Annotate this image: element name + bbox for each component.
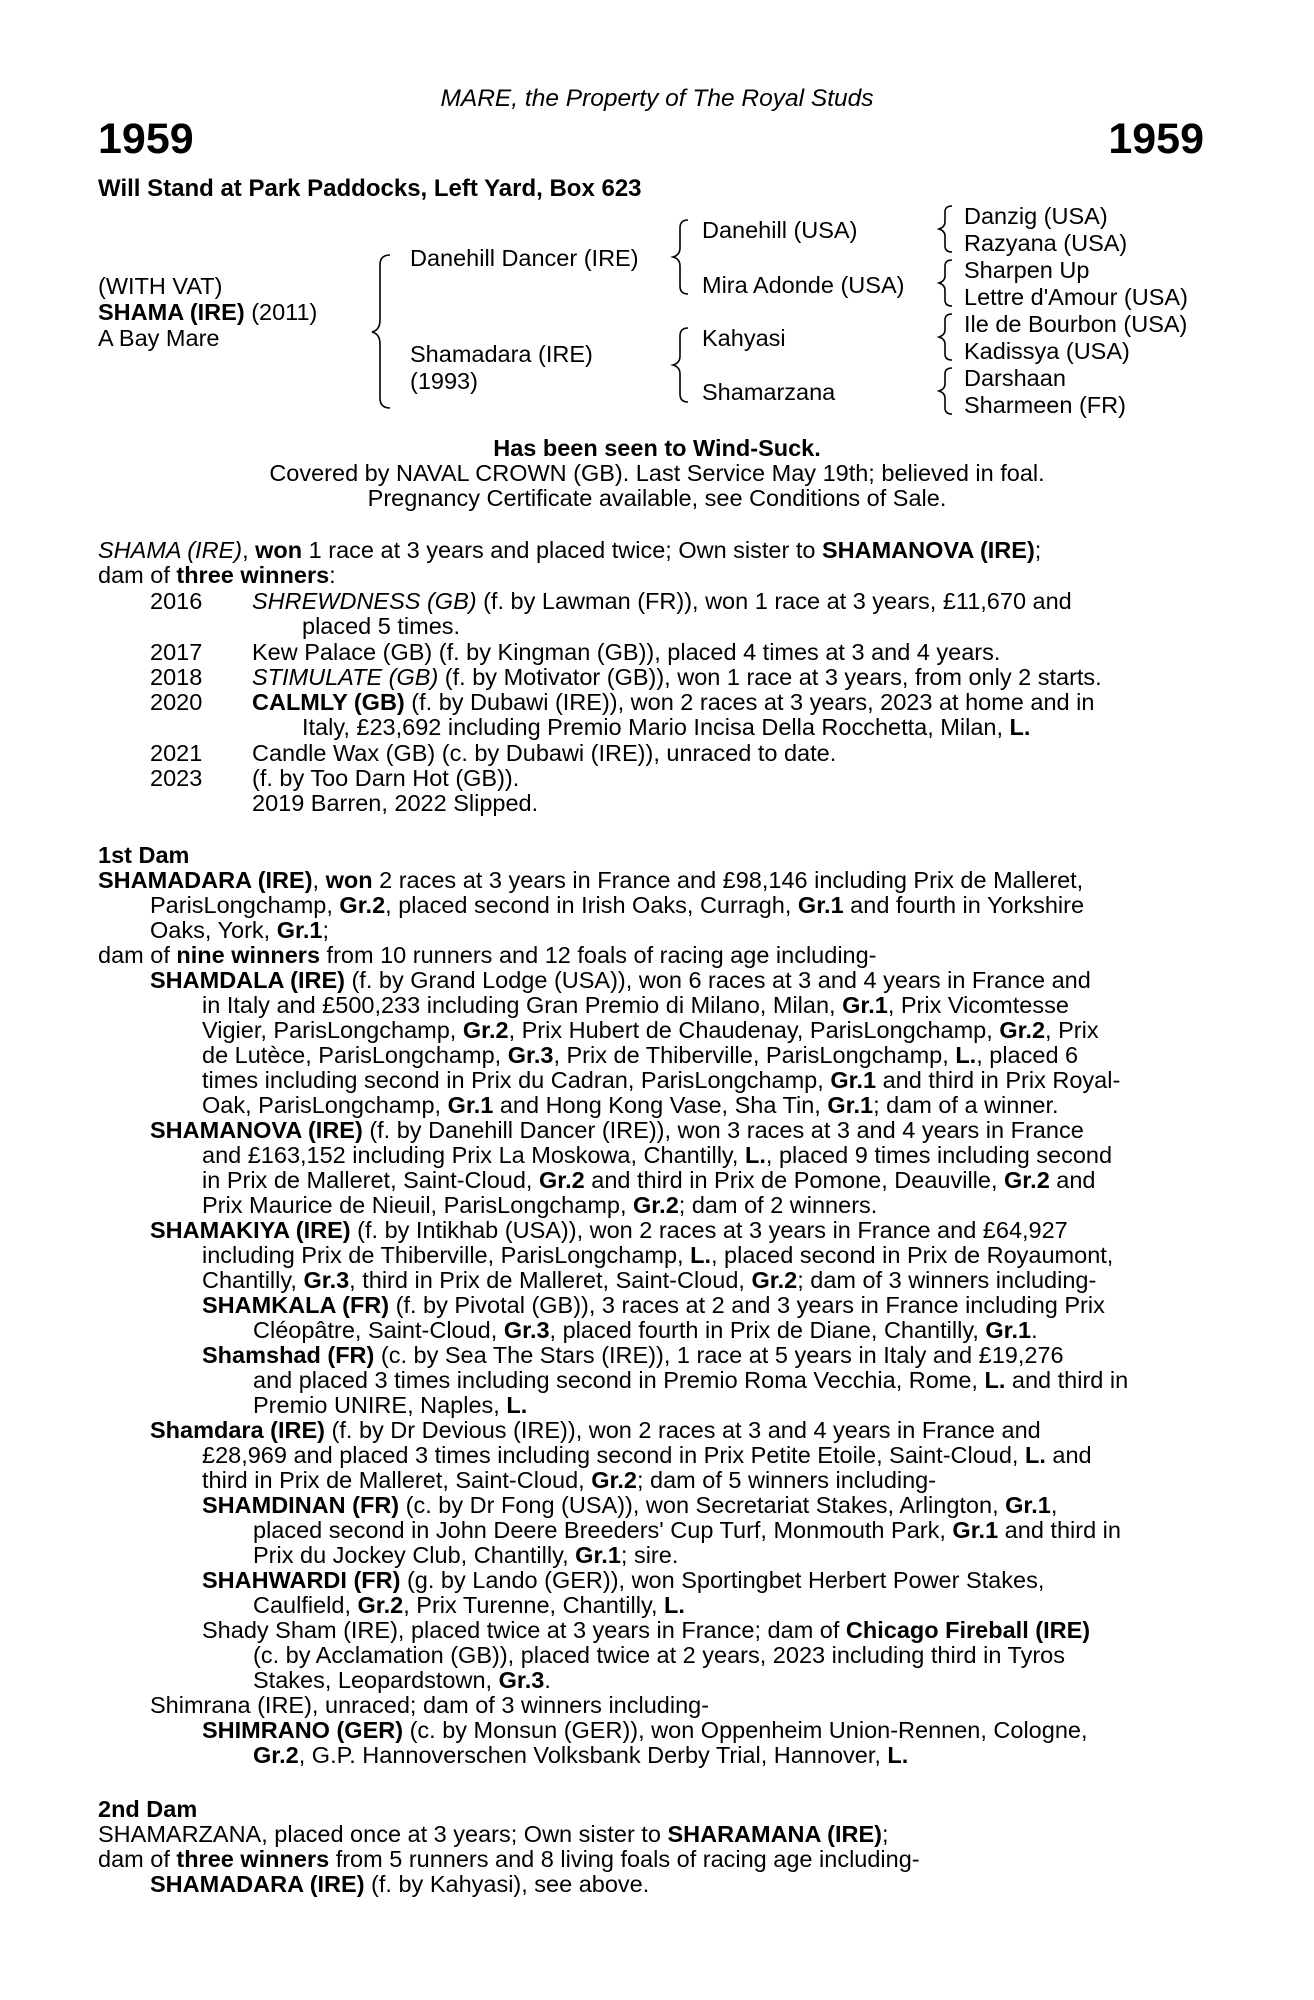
produce-record: [252, 665, 1102, 691]
produce-continuation: [302, 715, 1030, 741]
brace-main: [372, 255, 390, 408]
pedigree-ddd: Sharmeen (FR): [964, 392, 1126, 418]
offspring-text: third in Prix de Malleret, Saint-Cloud,: [202, 1467, 592, 1493]
bold-text: Gr.2: [751, 1267, 798, 1293]
bold-text: L.: [1025, 1442, 1046, 1468]
lot-number-left: 1959: [98, 115, 194, 163]
offspring-line: [202, 1343, 1064, 1369]
consignor-line: MARE, the Property of The Royal Studs: [440, 85, 874, 112]
offspring-line: [202, 1168, 1096, 1194]
intro-damof: dam of: [98, 562, 177, 588]
offspring-text: Shimrana (IRE), unraced; dam of 3 winners including-: [150, 1692, 710, 1718]
bold-text: Gr.3: [303, 1267, 350, 1293]
offspring-text: placed second in John Deere Breeders' Cup Turf, Monmouth Park,: [253, 1517, 953, 1543]
horse-name: SHAMA (IRE): [98, 299, 245, 325]
offspring-line: [202, 1068, 1120, 1094]
offspring-text: Chantilly,: [202, 1267, 304, 1293]
offspring-text: .: [1031, 1317, 1038, 1343]
offspring-text: Shady Sham (IRE), placed twice at 3 years in France; dam of: [202, 1617, 846, 1643]
offspring-line: [202, 1468, 936, 1494]
bold-text: Gr.1: [575, 1542, 621, 1568]
intro-winners: three winners: [176, 562, 330, 588]
bold-text: Gr.1: [827, 1092, 874, 1118]
produce-name: STIMULATE (GB): [252, 664, 439, 690]
offspring-line: [150, 1693, 709, 1719]
bold-text: L.: [506, 1392, 528, 1418]
pedigree-dam: Shamadara (IRE): [410, 341, 593, 367]
offspring-text: and: [1045, 1442, 1092, 1468]
offspring-text: Stakes, Leopardstown,: [253, 1667, 499, 1693]
offspring-text: , placed 9 times including second: [765, 1142, 1113, 1168]
produce-year: 2017: [150, 639, 203, 665]
offspring-text: (f. by Intikhab (USA)), won 2 races at 3 years in France and £64,927: [350, 1217, 1068, 1243]
offspring-line: [150, 1118, 1084, 1144]
covered-note: Covered by NAVAL CROWN (GB). Last Service May 19th; believed in foal.: [269, 460, 1045, 486]
vat-label: (WITH VAT): [98, 273, 223, 299]
offspring-text: ,: [1050, 1492, 1058, 1518]
offspring-text: and third in Prix de Pomone, Deauville,: [584, 1167, 1005, 1193]
bold-text: SHAMDALA (IRE): [150, 967, 345, 993]
grade-label: Gr.2: [339, 892, 386, 918]
offspring-text: Oak, ParisLongchamp,: [202, 1092, 448, 1118]
intro-line-2: [98, 563, 336, 589]
offspring-text: in Italy and £500,233 including Gran Premio di Milano, Milan,: [202, 992, 843, 1018]
offspring-text: , G.P. Hannoverschen Volksbank Derby Trial, Hannover,: [298, 1742, 888, 1768]
pregnancy-cert-note: Pregnancy Certificate available, see Conditions of Sale.: [367, 485, 947, 511]
pedigree-dsd: Kadissya (USA): [964, 338, 1130, 364]
bold-text: SHAMAKIYA (IRE): [150, 1217, 351, 1243]
brace-ds: [939, 314, 952, 360]
first-dam-text: and fourth in Yorkshire: [843, 892, 1085, 918]
second-dam-text: SHAMARZANA, placed once at 3 years; Own sister to: [98, 1821, 668, 1847]
bold-text: Gr.2: [462, 1017, 509, 1043]
pedigree-sire-sire: Danehill (USA): [702, 217, 858, 243]
first-dam-name: SHAMADARA (IRE): [98, 867, 313, 893]
offspring-line: [253, 1643, 1065, 1669]
offspring-line: [253, 1393, 527, 1419]
intro-line-1: SHAMA (IRE), won 1 race at 3 years and placed twice; Own sister to SHAMANOVA (IRE);: [98, 537, 1042, 563]
bold-text: Gr.2: [591, 1467, 637, 1493]
intro-semicolon: ;: [1034, 537, 1042, 563]
offspring-text: , Prix de Thiberville, ParisLongchamp,: [553, 1042, 956, 1068]
offspring-line: [253, 1668, 551, 1694]
second-dam-winners: three winners: [176, 1846, 330, 1872]
second-dam-text: from 5 runners and 8 living foals of racing age including-: [329, 1846, 920, 1872]
pedigree-sds: Sharpen Up: [964, 257, 1090, 283]
offspring-text: (f. by Pivotal (GB)), 3 races at 2 and 3 years in France including Prix: [389, 1292, 1105, 1318]
offspring-line: [253, 1518, 1121, 1544]
offspring-line: [202, 1143, 1112, 1169]
offspring-text: and third in: [1005, 1367, 1129, 1393]
offspring-text: Premio UNIRE, Naples,: [253, 1392, 507, 1418]
horse-description: A Bay Mare: [98, 325, 220, 351]
bold-text: L.: [690, 1242, 711, 1268]
intro-horse-name: SHAMA (IRE): [98, 537, 243, 563]
first-dam-text: dam of: [98, 942, 177, 968]
produce-record: 2019 Barren, 2022 Slipped.: [252, 790, 539, 816]
bold-text: Gr.2: [357, 1592, 404, 1618]
intro-colon: :: [329, 562, 336, 588]
first-dam-text: Oaks, York,: [150, 917, 277, 943]
first-dam-line-4: [98, 943, 877, 969]
first-dam-text: , placed second in Irish Oaks, Curragh,: [385, 892, 798, 918]
grade-label: Gr.1: [797, 892, 844, 918]
produce-record: (f. by Too Darn Hot (GB)).: [252, 765, 520, 791]
offspring-text: and third in Prix Royal-: [876, 1067, 1121, 1093]
offspring-text: times including second in Prix du Cadran, ParisLongchamp,: [202, 1067, 831, 1093]
second-dam-line-2: [98, 1847, 920, 1873]
offspring-line: [150, 1218, 1068, 1244]
produce-continuation: placed 5 times.: [302, 613, 461, 639]
bold-text: Gr.1: [985, 1317, 1032, 1343]
produce-name: CALMLY (GB): [252, 689, 405, 715]
bold-text: Gr.2: [633, 1192, 679, 1218]
offspring-text: ; dam of a winner.: [873, 1092, 1059, 1118]
produce-year: 2021: [150, 740, 203, 766]
bold-text: SHAMANOVA (IRE): [150, 1117, 363, 1143]
produce-details: (f. by Motivator (GB)), won 1 race at 3 years, from only 2 starts.: [438, 664, 1102, 690]
offspring-line: [202, 1243, 1113, 1269]
bold-text: Gr.1: [830, 1067, 877, 1093]
offspring-text: including Prix de Thiberville, ParisLongchamp,: [202, 1242, 691, 1268]
offspring-text: and: [1049, 1167, 1096, 1193]
offspring-line: [202, 1293, 1105, 1319]
produce-year: 2018: [150, 664, 203, 690]
offspring-text: (c. by Acclamation (GB)), placed twice at 2 years, 2023 including third in Tyros: [253, 1642, 1065, 1668]
offspring-text: (c. by Monsun (GER)), won Oppenheim Union-Rennen, Cologne,: [403, 1717, 1088, 1743]
offspring-text: , Prix Turenne, Chantilly,: [403, 1592, 665, 1618]
second-dam-text: dam of: [98, 1846, 177, 1872]
offspring-text: (f. by Danehill Dancer (IRE)), won 3 races at 3 and 4 years in France: [362, 1117, 1084, 1143]
offspring-text: Cléopâtre, Saint-Cloud,: [253, 1317, 504, 1343]
offspring-line: [253, 1318, 1038, 1344]
bold-text: Chicago Fireball (IRE): [845, 1617, 1091, 1643]
offspring-text: (c. by Sea The Stars (IRE)), 1 race at 5 years in Italy and £19,276: [374, 1342, 1064, 1368]
offspring-text: (g. by Lando (GER)), won Sportingbet Herbert Power Stakes,: [400, 1567, 1045, 1593]
offspring-line: [253, 1543, 678, 1569]
offspring-line: [202, 1018, 1099, 1044]
offspring-line: [253, 1593, 685, 1619]
bold-text: Gr.2: [999, 1017, 1046, 1043]
second-dam-line-3: [150, 1872, 649, 1898]
bold-text: L.: [745, 1142, 766, 1168]
offspring-line: [202, 1268, 1096, 1294]
produce-record: Candle Wax (GB) (c. by Dubawi (IRE)), unraced to date.: [252, 740, 837, 766]
offspring-line: [202, 1093, 1059, 1119]
produce-year: 2016: [150, 588, 203, 614]
pedigree-sire: Danehill Dancer (IRE): [410, 245, 639, 271]
produce-details: (f. by Dubawi (IRE)), won 2 races at 3 years, 2023 at home and in: [404, 689, 1095, 715]
second-dam-offspring-name: SHAMADARA (IRE): [150, 1871, 365, 1897]
offspring-line: [253, 1743, 908, 1769]
offspring-text: ; dam of 2 winners.: [678, 1192, 878, 1218]
brace-dd: [939, 368, 952, 414]
pedigree-dam-dam: Shamarzana: [702, 379, 836, 405]
offspring-line: [202, 1493, 1057, 1519]
offspring-text: , placed 6: [976, 1042, 1079, 1068]
produce-year: 2023: [150, 765, 203, 791]
grade-label: Gr.1: [276, 917, 323, 943]
offspring-text: and placed 3 times including second in Premio Roma Vecchia, Rome,: [253, 1367, 985, 1393]
intro-won: won: [255, 537, 303, 563]
offspring-text: Vigier, ParisLongchamp,: [202, 1017, 463, 1043]
bold-text: Gr.1: [842, 992, 888, 1018]
offspring-text: in Prix de Malleret, Saint-Cloud,: [202, 1167, 539, 1193]
offspring-text: £28,969 and placed 3 times including second in Prix Petite Etoile, Saint-Cloud,: [202, 1442, 1025, 1468]
offspring-line: [150, 968, 1091, 994]
offspring-text: ; dam of 5 winners including-: [636, 1467, 937, 1493]
offspring-text: and Hong Kong Vase, Sha Tin,: [493, 1092, 828, 1118]
produce-year: 2020: [150, 689, 203, 715]
horse-year: (2011): [251, 299, 318, 325]
produce-grade: L.: [1009, 714, 1031, 740]
bold-text: SHAHWARDI (FR): [202, 1567, 401, 1593]
produce-details: (f. by Lawman (FR)), won 1 race at 3 years, £11,670 and: [476, 588, 1072, 614]
offspring-text: ; dam of 3 winners including-: [797, 1267, 1097, 1293]
intro-text: 1 race at 3 years and placed twice; Own sister to: [302, 537, 822, 563]
lot-number-right: 1959: [1108, 115, 1204, 163]
offspring-text: (f. by Dr Devious (IRE)), won 2 races at 3 and 4 years in France and: [325, 1417, 1041, 1443]
offspring-text: , Prix Hubert de Chaudenay, ParisLongchamp,: [508, 1017, 1000, 1043]
wind-suck-note: Has been seen to Wind-Suck.: [493, 435, 821, 461]
bold-text: Gr.2: [1004, 1167, 1050, 1193]
brace-dam: [673, 328, 688, 402]
bold-text: Gr.1: [952, 1517, 999, 1543]
bold-text: Shamshad (FR): [202, 1342, 375, 1368]
pedigree-dss: Ile de Bourbon (USA): [964, 311, 1188, 337]
offspring-line: [202, 1443, 1092, 1469]
second-dam-line-1: [98, 1822, 889, 1848]
bold-text: SHAMKALA (FR): [202, 1292, 390, 1318]
brace-ss: [939, 206, 952, 252]
first-dam-won: won: [325, 867, 373, 893]
offspring-text: (c. by Dr Fong (USA)), won Secretariat Stakes, Arlington,: [399, 1492, 1006, 1518]
first-dam-text: ;: [322, 917, 329, 943]
offspring-line: [202, 1718, 1087, 1744]
bold-text: Shamdara (IRE): [150, 1417, 325, 1443]
offspring-text: de Lutèce, ParisLongchamp,: [202, 1042, 508, 1068]
pedigree-dds: Darshaan: [964, 365, 1066, 391]
bold-text: L.: [955, 1042, 977, 1068]
bold-text: Gr.1: [1005, 1492, 1051, 1518]
pedigree-sdd: Lettre d'Amour (USA): [964, 284, 1188, 310]
offspring-text: Caulfield,: [253, 1592, 358, 1618]
first-dam-line-1: SHAMADARA (IRE), won 2 races at 3 years in France and £98,146 including Prix de Malleret,: [98, 867, 1084, 893]
pedigree-dam-sire: Kahyasi: [702, 325, 786, 351]
offspring-line: [150, 1418, 1041, 1444]
pedigree-ssd: Razyana (USA): [964, 230, 1128, 256]
second-dam-text: (f. by Kahyasi), see above.: [364, 1871, 650, 1897]
first-dam-text: from 10 runners and 12 foals of racing age including-: [320, 942, 877, 968]
first-dam-text: ParisLongchamp,: [150, 892, 340, 918]
bold-text: SHIMRANO (GER): [202, 1717, 404, 1743]
pedigree-dam-year: (1993): [410, 368, 478, 394]
offspring-text: .: [544, 1667, 551, 1693]
offspring-text: , placed fourth in Prix de Diane, Chantilly,: [549, 1317, 986, 1343]
offspring-text: Prix du Jockey Club, Chantilly,: [253, 1542, 576, 1568]
second-dam-sister: SHARAMANA (IRE): [667, 1821, 882, 1847]
offspring-text: , third in Prix de Malleret, Saint-Cloud,: [349, 1267, 752, 1293]
offspring-line: [202, 993, 1069, 1019]
second-dam-heading: 2nd Dam: [98, 1796, 198, 1822]
bold-text: Gr.1: [447, 1092, 494, 1118]
offspring-text: ; sire.: [620, 1542, 679, 1568]
offspring-text: Prix Maurice de Nieuil, ParisLongchamp,: [202, 1192, 634, 1218]
offspring-line: [202, 1043, 1078, 1069]
bold-text: Gr.3: [507, 1042, 554, 1068]
pedigree-sire-dam: Mira Adonde (USA): [702, 272, 905, 298]
first-dam-line-3: [150, 918, 329, 944]
first-dam-winners: nine winners: [176, 942, 321, 968]
produce-record: [252, 690, 1203, 716]
offspring-line: [202, 1618, 1090, 1644]
first-dam-heading: 1st Dam: [98, 842, 190, 868]
pedigree-sss: Danzig (USA): [964, 203, 1108, 229]
produce-record: [252, 589, 1203, 615]
bold-text: L.: [984, 1367, 1006, 1393]
produce-record: Kew Palace (GB) (f. by Kingman (GB)), placed 4 times at 3 and 4 years.: [252, 639, 1001, 665]
bold-text: Gr.2: [253, 1742, 299, 1768]
stabling-info: Will Stand at Park Paddocks, Left Yard, Box 623: [98, 175, 642, 202]
bold-text: Gr.3: [503, 1317, 550, 1343]
brace-sd: [939, 260, 952, 306]
bold-text: L.: [664, 1592, 685, 1618]
offspring-text: (f. by Grand Lodge (USA)), won 6 races at 3 and 4 years in France and: [344, 967, 1091, 993]
offspring-line: [202, 1568, 1044, 1594]
bold-text: L.: [887, 1742, 909, 1768]
brace-sire: [673, 220, 688, 294]
bold-text: Gr.2: [538, 1167, 585, 1193]
first-dam-line-2: [150, 893, 1084, 919]
bold-text: SHAMDINAN (FR): [202, 1492, 400, 1518]
first-dam-text: 2 races at 3 years in France and £98,146 including Prix de Malleret,: [372, 867, 1084, 893]
pedigree-braces: [0, 0, 1314, 440]
bold-text: Gr.3: [498, 1667, 545, 1693]
second-dam-text: ;: [881, 1821, 889, 1847]
intro-sister: SHAMANOVA (IRE): [821, 537, 1035, 563]
offspring-line: [253, 1368, 1128, 1394]
offspring-line: [202, 1193, 877, 1219]
offspring-text: , Prix Vicomtesse: [887, 992, 1069, 1018]
offspring-text: and third in: [998, 1517, 1121, 1543]
offspring-text: and £163,152 including Prix La Moskowa, Chantilly,: [202, 1142, 745, 1168]
offspring-text: , placed second in Prix de Royaumont,: [711, 1242, 1114, 1268]
produce-name: SHREWDNESS (GB): [252, 588, 477, 614]
produce-details: Italy, £23,692 including Premio Mario Incisa Della Rocchetta, Milan,: [302, 714, 1010, 740]
offspring-text: , Prix: [1045, 1017, 1099, 1043]
